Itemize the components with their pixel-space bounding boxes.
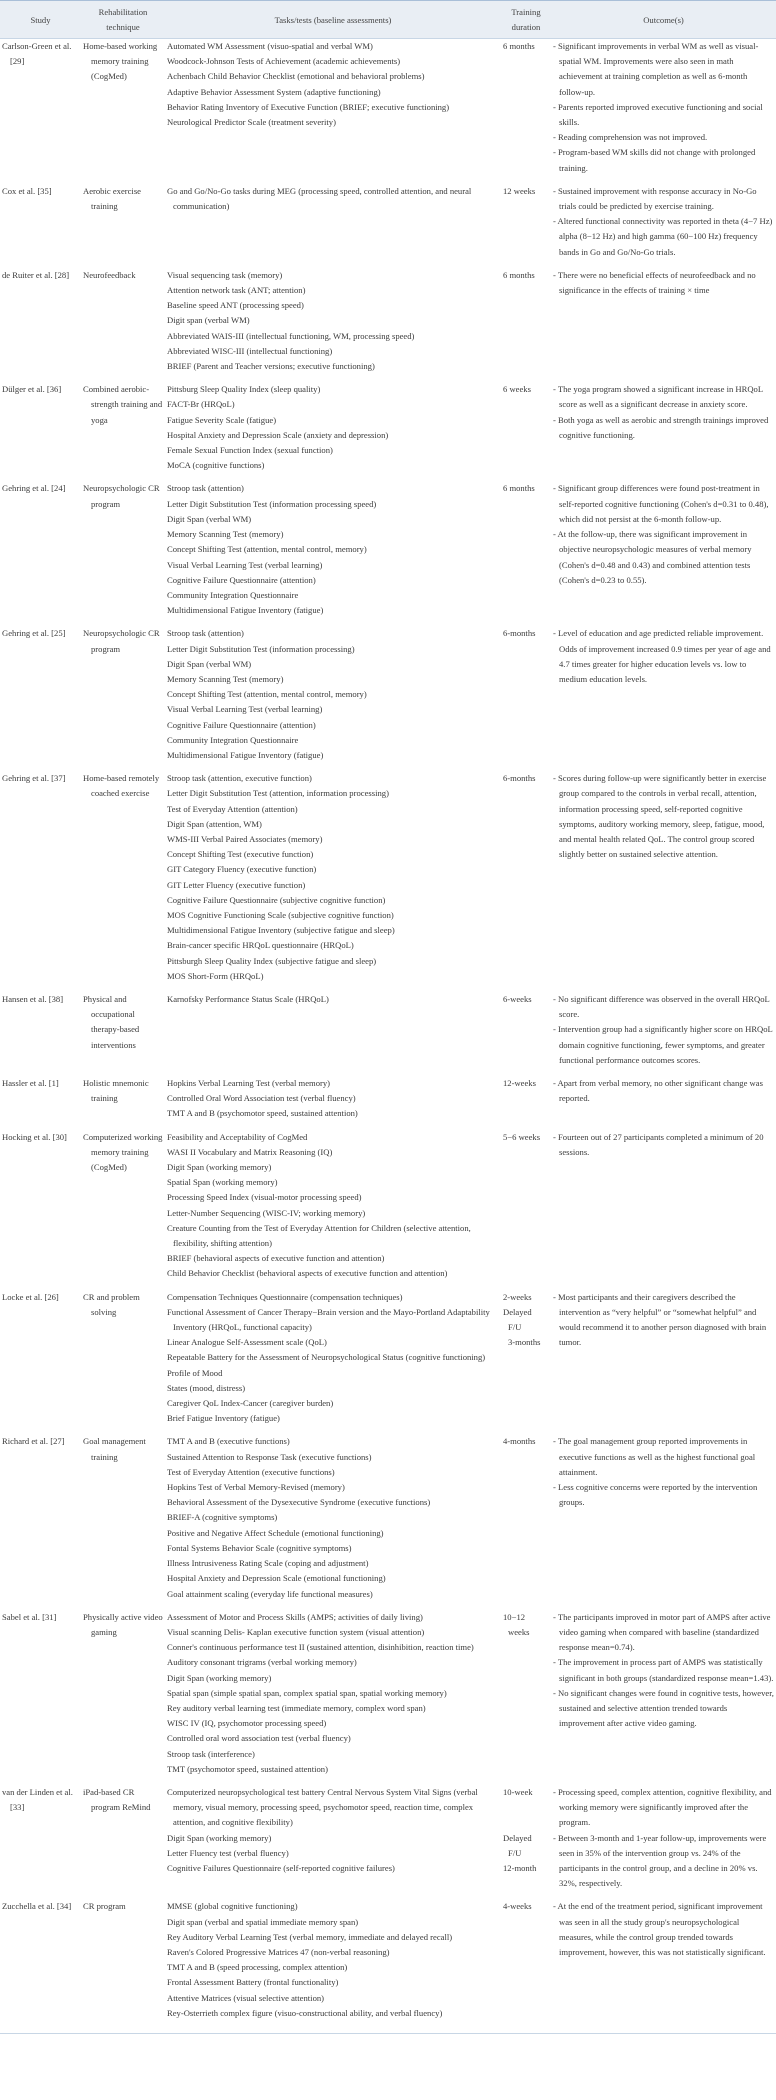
duration-value: 12 weeks	[503, 185, 536, 196]
study-cell	[0, 39, 81, 184]
study-name: Zucchella et al. [34]	[2, 1901, 72, 1912]
task-item: Visual sequencing task (memory)	[167, 269, 283, 280]
task-item: Brief Fatigue Inventory (fatigue)	[167, 1413, 280, 1424]
study-name: Sabel et al. [31]	[2, 1611, 57, 1622]
tasks-cell	[165, 1610, 501, 1785]
tasks-cell	[165, 771, 501, 992]
technique-cell	[81, 1076, 165, 1130]
outcome-item: - Scores during follow-up were significantly better in exercise group compared to the controls in verbal recall, attention, information processing speed, self-reported cognitive symptoms, auditory working memory, sleep, fatigue, mood, and mental health related QoL. The control group scored slightly better on sustained selective attention.	[553, 773, 767, 860]
task-item: FACT-Br (HRQoL)	[167, 399, 235, 410]
technique-cell	[81, 771, 165, 992]
task-item: MOS Cognitive Functioning Scale (subjective cognitive function)	[167, 909, 394, 920]
task-item: Digit Span (working memory)	[167, 1672, 272, 1683]
task-item: GIT Category Fluency (executive function)	[167, 864, 317, 875]
task-item: Computerized neuropsychological test battery Central Nervous System Vital Signs (verbal memory, visual memory, processing speed, psychomotor speed, reaction time, complex attention, and cognitive flexibility)	[167, 1786, 478, 1828]
outcome-cell	[551, 1130, 776, 1290]
technique-name: Physical and occupational therapy-based interventions	[83, 993, 140, 1050]
task-item: Raven's Colored Progressive Matrices 47 (non-verbal reasoning)	[167, 1946, 390, 1957]
outcome-cell	[551, 39, 776, 184]
task-item: Controlled oral word association test (verbal fluency)	[167, 1733, 351, 1744]
study-name: van der Linden et al. [33]	[2, 1786, 73, 1813]
outcome-item: - Processing speed, complex attention, cognitive flexibility, and working memory were significantly improved after the program.	[553, 1786, 772, 1828]
duration-value: weeks	[508, 1626, 530, 1637]
outcome-item: - There were no beneficial effects of neurofeedback and no significance in the effects of training × time	[553, 269, 756, 296]
study-cell	[0, 268, 81, 382]
technique-name: Holistic mnemonic training	[83, 1078, 149, 1104]
task-item: States (mood, distress)	[167, 1382, 246, 1393]
task-item: Digit span (verbal WM)	[167, 315, 250, 326]
task-item: Hopkins Verbal Learning Test (verbal memory)	[167, 1078, 331, 1088]
task-item: Abbreviated WISC-III (intellectual functioning)	[167, 345, 333, 356]
task-item: Behavior Rating Inventory of Executive Function (BRIEF; executive functioning)	[167, 101, 450, 112]
duration-cell	[501, 1290, 551, 1435]
tasks-cell	[165, 1130, 501, 1290]
study-cell	[0, 1785, 81, 1899]
task-item: Controlled Oral Word Association test (verbal fluency)	[167, 1093, 356, 1104]
tasks-cell	[165, 481, 501, 626]
tasks-cell	[165, 992, 501, 1076]
duration-cell	[501, 1130, 551, 1290]
technique-name: Physically active video gaming	[83, 1611, 163, 1637]
tasks-cell	[165, 1899, 501, 2033]
tasks-cell	[165, 1785, 501, 1899]
task-item: Stroop task (interference)	[167, 1748, 255, 1759]
table-row	[0, 992, 776, 1076]
technique-cell	[81, 1785, 165, 1899]
study-cell	[0, 1610, 81, 1785]
duration-value: 4-months	[503, 1436, 536, 1447]
table-row	[0, 1130, 776, 1290]
task-item: Conner's continuous performance test II (sustained attention, disinhibition, reaction time)	[167, 1642, 474, 1653]
duration-cell	[501, 382, 551, 481]
study-name: Hassler et al. [1]	[2, 1078, 59, 1088]
tasks-cell	[165, 184, 501, 268]
task-item: Multidimensional Fatigue Inventory (subjective fatigue and sleep)	[167, 925, 395, 936]
task-item: TMT A and B (psychomotor speed, sustained attention)	[167, 1108, 358, 1119]
task-item: Fontal Systems Behavior Scale (cognitive symptoms)	[167, 1542, 352, 1553]
task-item: Fatigue Severity Scale (fatigue)	[167, 414, 277, 425]
task-item: Concept Shifting Test (attention, mental control, memory)	[167, 689, 367, 700]
technique-name: Combined aerobic-strength training and yoga	[83, 384, 163, 425]
duration-value: F/U	[508, 1322, 522, 1333]
task-item: Rey auditory verbal learning test (immediate memory, complex word span)	[167, 1702, 426, 1713]
study-cell	[0, 1290, 81, 1435]
task-item: Cognitive Failure Questionnaire (attention)	[167, 719, 316, 730]
task-item: Digit span (verbal and spatial immediate memory span)	[167, 1916, 359, 1927]
task-item: MMSE (global cognitive functioning)	[167, 1901, 298, 1912]
tasks-cell	[165, 382, 501, 481]
header-duration: Training duration	[501, 1, 551, 39]
task-item: Automated WM Assessment (visuo-spatial and verbal WM)	[167, 41, 373, 51]
outcome-item: - Less cognitive concerns were reported by the intervention groups.	[553, 1482, 758, 1508]
outcome-item: - Between 3-month and 1-year follow-up, improvements were seen in 35% of the intervention group vs. 24% of the participants in the control group, and a decline in 20% vs. 32%, respectively.	[553, 1832, 767, 1889]
tasks-cell	[165, 39, 501, 184]
outcome-cell	[551, 268, 776, 382]
task-item: Test of Everyday Attention (attention)	[167, 803, 298, 814]
technique-name: Aerobic exercise training	[83, 185, 141, 212]
duration-value: 12-month	[503, 1862, 537, 1873]
study-name: Cox et al. [35]	[2, 185, 52, 196]
outcome-cell	[551, 1610, 776, 1785]
task-item: Cognitive Failure Questionnaire (attention)	[167, 574, 316, 585]
outcome-item: - The participants improved in motor part of AMPS after active video gaming when compared with baseline (standardized response mean=0.74).	[553, 1611, 771, 1653]
duration-value	[503, 1800, 549, 1815]
task-item: Linear Analogue Self-Assessment scale (QoL)	[167, 1337, 327, 1348]
task-item: Caregiver QoL Index-Cancer (caregiver burden)	[167, 1398, 334, 1409]
study-cell	[0, 1130, 81, 1290]
outcome-item: - Intervention group had a significantly higher score on HRQoL domain cognitive functioning, fewer symptoms, and greater functional performance outcomes scores.	[553, 1024, 773, 1065]
duration-value: 6 weeks	[503, 384, 531, 395]
technique-name: Home-based remotely coached exercise	[83, 773, 160, 799]
task-item: Concept Shifting Test (executive function)	[167, 849, 314, 860]
task-item: WMS-III Verbal Paired Associates (memory)	[167, 833, 323, 844]
task-item: BRIEF (behavioral aspects of executive function and attention)	[167, 1253, 385, 1264]
task-item: Letter-Number Sequencing (WISC-IV; working memory)	[167, 1207, 366, 1218]
outcome-item: - Most participants and their caregivers described the intervention as “very helpful” or “somewhat helpful” and would recommend it to another person diagnosed with brain tumor.	[553, 1291, 767, 1348]
technique-cell	[81, 1610, 165, 1785]
task-item: Digit Span (attention, WM)	[167, 818, 262, 829]
table-row	[0, 1076, 776, 1130]
duration-cell	[501, 268, 551, 382]
task-item: Female Sexual Function Index (sexual function)	[167, 445, 333, 456]
task-item: Compensation Techniques Questionnaire (compensation techniques)	[167, 1291, 403, 1302]
table-row	[0, 1290, 776, 1435]
outcome-cell	[551, 1434, 776, 1609]
task-item: Concept Shifting Test (attention, mental control, memory)	[167, 544, 367, 555]
duration-value: 6-weeks	[503, 993, 532, 1004]
study-cell	[0, 184, 81, 268]
task-item: Letter Fluency test (verbal fluency)	[167, 1847, 289, 1858]
task-item: Memory Scanning Test (memory)	[167, 673, 284, 684]
task-item: Spatial Span (working memory)	[167, 1177, 278, 1188]
task-item: Adaptive Behavior Assessment System (adaptive functioning)	[167, 86, 381, 97]
task-item: Processing Speed Index (visual-motor processing speed)	[167, 1192, 362, 1203]
outcome-item: - No significant changes were found in cognitive tests, however, sustained and selective attention trended towards improvement after active video gaming.	[553, 1687, 774, 1729]
task-item: Pittsburg Sleep Quality Index (sleep quality)	[167, 384, 321, 395]
outcome-item: - Reading comprehension was not improved.	[553, 132, 708, 143]
task-item: BRIEF (Parent and Teacher versions; executive functioning)	[167, 361, 375, 372]
duration-value: 2-weeks	[503, 1291, 532, 1302]
outcome-cell	[551, 382, 776, 481]
task-item: Test of Everyday Attention (executive functions)	[167, 1466, 335, 1477]
outcome-item: - At the end of the treatment period, significant improvement was seen in all the study group's neuropsychological measures, while the control group trended towards improvement, however, this was not statistically significant.	[553, 1901, 766, 1957]
study-name: Gehring et al. [24]	[2, 483, 66, 494]
duration-value: Delayed	[503, 1832, 532, 1843]
task-item: Go and Go/No-Go tasks during MEG (processing speed, controlled attention, and neural communication)	[167, 185, 472, 212]
tasks-cell	[165, 1076, 501, 1130]
technique-name: Computerized working memory training (CogMed)	[83, 1131, 163, 1173]
outcome-item: - At the follow-up, there was significant improvement in objective neuropsychologic measures of verbal memory (Cohen's d=0.48 and 0.43) and combined attention tests (Cohen's d=0.23 to 0.55).	[553, 529, 752, 585]
duration-value: 6-months	[503, 628, 536, 639]
task-item: Karnofsky Performance Status Scale (HRQoL)	[167, 993, 329, 1004]
outcome-item: - Sustained improvement with response accuracy in No-Go trials could be predicted by exercise training.	[553, 185, 757, 212]
tasks-cell	[165, 626, 501, 771]
technique-cell	[81, 1290, 165, 1435]
outcome-cell	[551, 1290, 776, 1435]
technique-name: Home-based working memory training (CogMed)	[83, 41, 158, 82]
task-item: Community Integration Questionnaire	[167, 589, 299, 600]
outcome-item: - The improvement in process part of AMPS was statistically significant in both groups (standardized response mean=1.43).	[553, 1657, 774, 1683]
task-item: Digit Span (verbal WM)	[167, 658, 252, 669]
study-cell	[0, 771, 81, 992]
duration-cell	[501, 184, 551, 268]
task-item: Digit Span (working memory)	[167, 1832, 272, 1843]
task-item: Baseline speed ANT (processing speed)	[167, 300, 304, 311]
task-item: Illness Intrusiveness Rating Scale (coping and adjustment)	[167, 1558, 369, 1569]
task-item: Feasibility and Acceptability of CogMed	[167, 1131, 308, 1142]
technique-name: CR program	[83, 1901, 126, 1912]
task-item: WISC IV (IQ, psychomotor processing speed)	[167, 1718, 327, 1729]
technique-cell	[81, 39, 165, 184]
technique-name: CR and problem solving	[83, 1291, 140, 1317]
task-item: Functional Assessment of Cancer Therapy−Brain version and the Mayo-Portland Adaptability Inventory (HRQoL, functional capacity)	[167, 1306, 490, 1333]
table-row	[0, 1899, 776, 2033]
task-item: Hospital Anxiety and Depression Scale (anxiety and depression)	[167, 429, 389, 440]
technique-name: Goal management training	[83, 1436, 146, 1462]
task-item: Hospital Anxiety and Depression Scale (emotional functioning)	[167, 1573, 386, 1584]
study-name: de Ruiter et al. [28]	[2, 269, 70, 280]
task-item: MOS Short-Form (HRQoL)	[167, 970, 264, 981]
outcome-cell	[551, 771, 776, 992]
duration-value: Delayed	[503, 1306, 532, 1317]
outcome-item: - Program-based WM skills did not change with prolonged training.	[553, 147, 756, 173]
technique-cell	[81, 184, 165, 268]
task-item: Rey Auditory Verbal Learning Test (verbal memory, immediate and delayed recall)	[167, 1931, 453, 1942]
task-item: Stroop task (attention)	[167, 628, 244, 639]
task-item: Auditory consonant trigrams (verbal working memory)	[167, 1657, 357, 1668]
task-item: Sustained Attention to Response Task (executive functions)	[167, 1451, 372, 1462]
duration-value: 5−6 weeks	[503, 1131, 541, 1142]
outcome-item: - Significant improvements in verbal WM as well as visual-spatial WM. Improvements were also seen in math achievement at training completion as well as 6-month follow-up.	[553, 41, 759, 97]
duration-cell	[501, 1610, 551, 1785]
task-item: Rey-Osterrieth complex figure (visuo-constructional ability, and verbal fluency)	[167, 2007, 443, 2018]
task-item: Attentive Matrices (visual selective attention)	[167, 1992, 325, 2003]
study-name: Richard et al. [27]	[2, 1436, 65, 1447]
outcome-item: - No significant difference was observed in the overall HRQoL score.	[553, 993, 770, 1020]
duration-value: 6 months	[503, 41, 535, 51]
duration-value: 6 months	[503, 483, 535, 494]
technique-cell	[81, 382, 165, 481]
duration-value: 3-months	[508, 1337, 541, 1348]
technique-name: iPad-based CR program ReMind	[83, 1786, 151, 1813]
study-name: Hansen et al. [38]	[2, 993, 64, 1004]
task-item: Multidimensional Fatigue Inventory (fatigue)	[167, 749, 324, 760]
tasks-cell	[165, 1434, 501, 1609]
task-item: Letter Digit Substitution Test (information processing)	[167, 643, 355, 654]
task-item: Abbreviated WAIS-III (intellectual functioning, WM, processing speed)	[167, 330, 415, 341]
task-item: MoCA (cognitive functions)	[167, 460, 265, 471]
duration-cell	[501, 1434, 551, 1609]
task-item: Neurological Predictor Scale (treatment severity)	[167, 117, 336, 128]
technique-cell	[81, 1130, 165, 1290]
task-item: Pittsburgh Sleep Quality Index (subjective fatigue and sleep)	[167, 955, 377, 966]
study-name: Carlson-Green et al. [29]	[2, 41, 72, 67]
technique-name: Neuropsychologic CR program	[83, 483, 160, 509]
duration-value: 12-weeks	[503, 1078, 536, 1088]
technique-cell	[81, 1434, 165, 1609]
study-name: Locke et al. [26]	[2, 1291, 59, 1302]
task-item: Behavioral Assessment of the Dysexecutive Syndrome (executive functions)	[167, 1497, 431, 1508]
task-item: Child Behavior Checklist (behavioral aspects of executive function and attention)	[167, 1268, 448, 1279]
task-item: WASI II Vocabulary and Matrix Reasoning (IQ)	[167, 1146, 333, 1157]
technique-cell	[81, 1899, 165, 2033]
outcome-item: - Apart from verbal memory, no other significant change was reported.	[553, 1078, 763, 1104]
duration-cell	[501, 39, 551, 184]
technique-name: Neurofeedback	[83, 269, 136, 280]
study-cell	[0, 1434, 81, 1609]
outcome-cell	[551, 626, 776, 771]
task-item: Woodcock-Johnson Tests of Achievement (academic achievements)	[167, 56, 401, 67]
duration-value: F/U	[508, 1847, 522, 1858]
technique-cell	[81, 481, 165, 626]
study-cell	[0, 992, 81, 1076]
outcome-cell	[551, 1076, 776, 1130]
tasks-cell	[165, 1290, 501, 1435]
task-item: Cognitive Failure Questionnaire (subjective cognitive function)	[167, 894, 386, 905]
duration-value	[503, 1815, 549, 1830]
outcome-cell	[551, 1899, 776, 2033]
task-item: Hopkins Test of Verbal Memory-Revised (memory)	[167, 1482, 345, 1493]
task-item: Digit Span (verbal WM)	[167, 513, 252, 524]
study-name: Hocking et al. [30]	[2, 1131, 67, 1142]
task-item: Frontal Assessment Battery (frontal functionality)	[167, 1977, 339, 1988]
study-name: Gehring et al. [37]	[2, 773, 66, 784]
study-cell	[0, 626, 81, 771]
task-item: TMT A and B (executive functions)	[167, 1436, 290, 1447]
task-item: Stroop task (attention, executive function)	[167, 773, 312, 784]
study-cell	[0, 382, 81, 481]
study-cell	[0, 481, 81, 626]
task-item: Creature Counting from the Test of Everyday Attention for Children (selective attention, flexibility, shifting attention)	[167, 1222, 471, 1249]
task-item: Multidimensional Fatigue Inventory (fatigue)	[167, 605, 324, 616]
task-item: Visual Verbal Learning Test (verbal learning)	[167, 704, 323, 715]
technique-name: Neuropsychologic CR program	[83, 628, 160, 654]
duration-cell	[501, 1785, 551, 1899]
outcome-item: - The goal management group reported improvements in executive functions as well as the highest functional goal attainment.	[553, 1436, 756, 1477]
duration-value: 10-week	[503, 1786, 533, 1797]
task-item: Goal attainment scaling (everyday life functional measures)	[167, 1588, 373, 1599]
outcome-cell	[551, 1785, 776, 1899]
task-item: TMT (psychomotor speed, sustained attention)	[167, 1763, 328, 1774]
task-item: Community Integration Questionnaire	[167, 734, 299, 745]
outcome-item: - Fourteen out of 27 participants completed a minimum of 20 sessions.	[553, 1131, 764, 1157]
task-item: Letter Digit Substitution Test (information processing speed)	[167, 498, 377, 509]
duration-value: 6-months	[503, 773, 536, 784]
table-row	[0, 771, 776, 992]
task-item: Spatial span (simple spatial span, complex spatial span, spatial working memory)	[167, 1687, 447, 1698]
outcome-item: - Significant group differences were found post-treatment in self-reported cognitive functioning (Cohen's d=0.31 to 0.48), which did not persist at the 6-month follow-up.	[553, 483, 769, 524]
table-row	[0, 1785, 776, 1899]
study-cell	[0, 1899, 81, 2033]
table-row	[0, 268, 776, 382]
table-row	[0, 39, 776, 184]
task-item: BRIEF-A (cognitive symptoms)	[167, 1512, 278, 1523]
tasks-cell	[165, 268, 501, 382]
header-tasks: Tasks/tests (baseline assessments)	[165, 1, 501, 39]
technique-cell	[81, 268, 165, 382]
table-row	[0, 481, 776, 626]
task-item: GIT Letter Fluency (executive function)	[167, 879, 306, 890]
study-name: Dülger et al. [36]	[2, 384, 62, 395]
task-item: Attention network task (ANT; attention)	[167, 285, 306, 296]
duration-cell	[501, 481, 551, 626]
outcome-item: - Parents reported improved executive functioning and social skills.	[553, 101, 763, 128]
task-item: Brain-cancer specific HRQoL questionnaire (HRQoL)	[167, 940, 354, 951]
task-item: Achenbach Child Behavior Checklist (emotional and behavioral problems)	[167, 71, 425, 82]
table-row	[0, 626, 776, 771]
table-row	[0, 1610, 776, 1785]
header-study: Study	[0, 1, 81, 39]
header-outcome: Outcome(s)	[551, 1, 776, 39]
task-item: Memory Scanning Test (memory)	[167, 529, 284, 540]
task-item: Visual Verbal Learning Test (verbal learning)	[167, 559, 323, 570]
task-item: Assessment of Motor and Process Skills (AMPS; activities of daily living)	[167, 1611, 423, 1622]
study-name: Gehring et al. [25]	[2, 628, 66, 639]
duration-value: 10−12	[503, 1611, 526, 1622]
table-body	[0, 39, 776, 2034]
duration-cell	[501, 992, 551, 1076]
duration-value: 6 months	[503, 269, 535, 280]
outcome-item: - Both yoga as well as aerobic and strength trainings improved cognitive functioning.	[553, 414, 769, 440]
outcome-item: - Altered functional connectivity was reported in theta (4−7 Hz) alpha (8−12 Hz) and high gamma (60−100 Hz) frequency bands in Go and Go/No-Go trials.	[553, 216, 773, 257]
technique-cell	[81, 992, 165, 1076]
outcome-item: - The yoga program showed a significant increase in HRQoL score as well as a significant decrease in anxiety score.	[553, 384, 763, 410]
task-item: Positive and Negative Affect Schedule (emotional functioning)	[167, 1527, 384, 1538]
task-item: TMT A and B (speed processing, complex attention)	[167, 1962, 348, 1973]
outcome-item: - Level of education and age predicted reliable improvement. Odds of improvement increased 0.9 times per year of age and 4.7 times greater for higher education levels vs. low to medium education levels.	[553, 628, 771, 684]
duration-cell	[501, 1076, 551, 1130]
table-header	[0, 1, 776, 39]
table-row	[0, 1434, 776, 1609]
outcome-cell	[551, 184, 776, 268]
task-item: Repeatable Battery for the Assessment of Neuropsychological Status (cognitive functioning)	[167, 1352, 486, 1363]
table-row	[0, 382, 776, 481]
task-item: Digit Span (working memory)	[167, 1162, 272, 1173]
study-cell	[0, 1076, 81, 1130]
table-row	[0, 184, 776, 268]
task-item: Profile of Mood	[167, 1367, 223, 1378]
outcome-cell	[551, 481, 776, 626]
task-item: Letter Digit Substitution Test (attention, information processing)	[167, 788, 389, 799]
outcome-cell	[551, 992, 776, 1076]
technique-cell	[81, 626, 165, 771]
duration-cell	[501, 626, 551, 771]
header-technique: Rehabilitation technique	[81, 1, 165, 39]
task-item: Stroop task (attention)	[167, 483, 244, 494]
task-item: Visual scanning Delis- Kaplan executive function system (visual attention)	[167, 1626, 425, 1637]
duration-cell	[501, 1899, 551, 2033]
duration-value: 4-weeks	[503, 1901, 532, 1912]
task-item: Cognitive Failures Questionnaire (self-reported cognitive failures)	[167, 1862, 395, 1873]
duration-cell	[501, 771, 551, 992]
